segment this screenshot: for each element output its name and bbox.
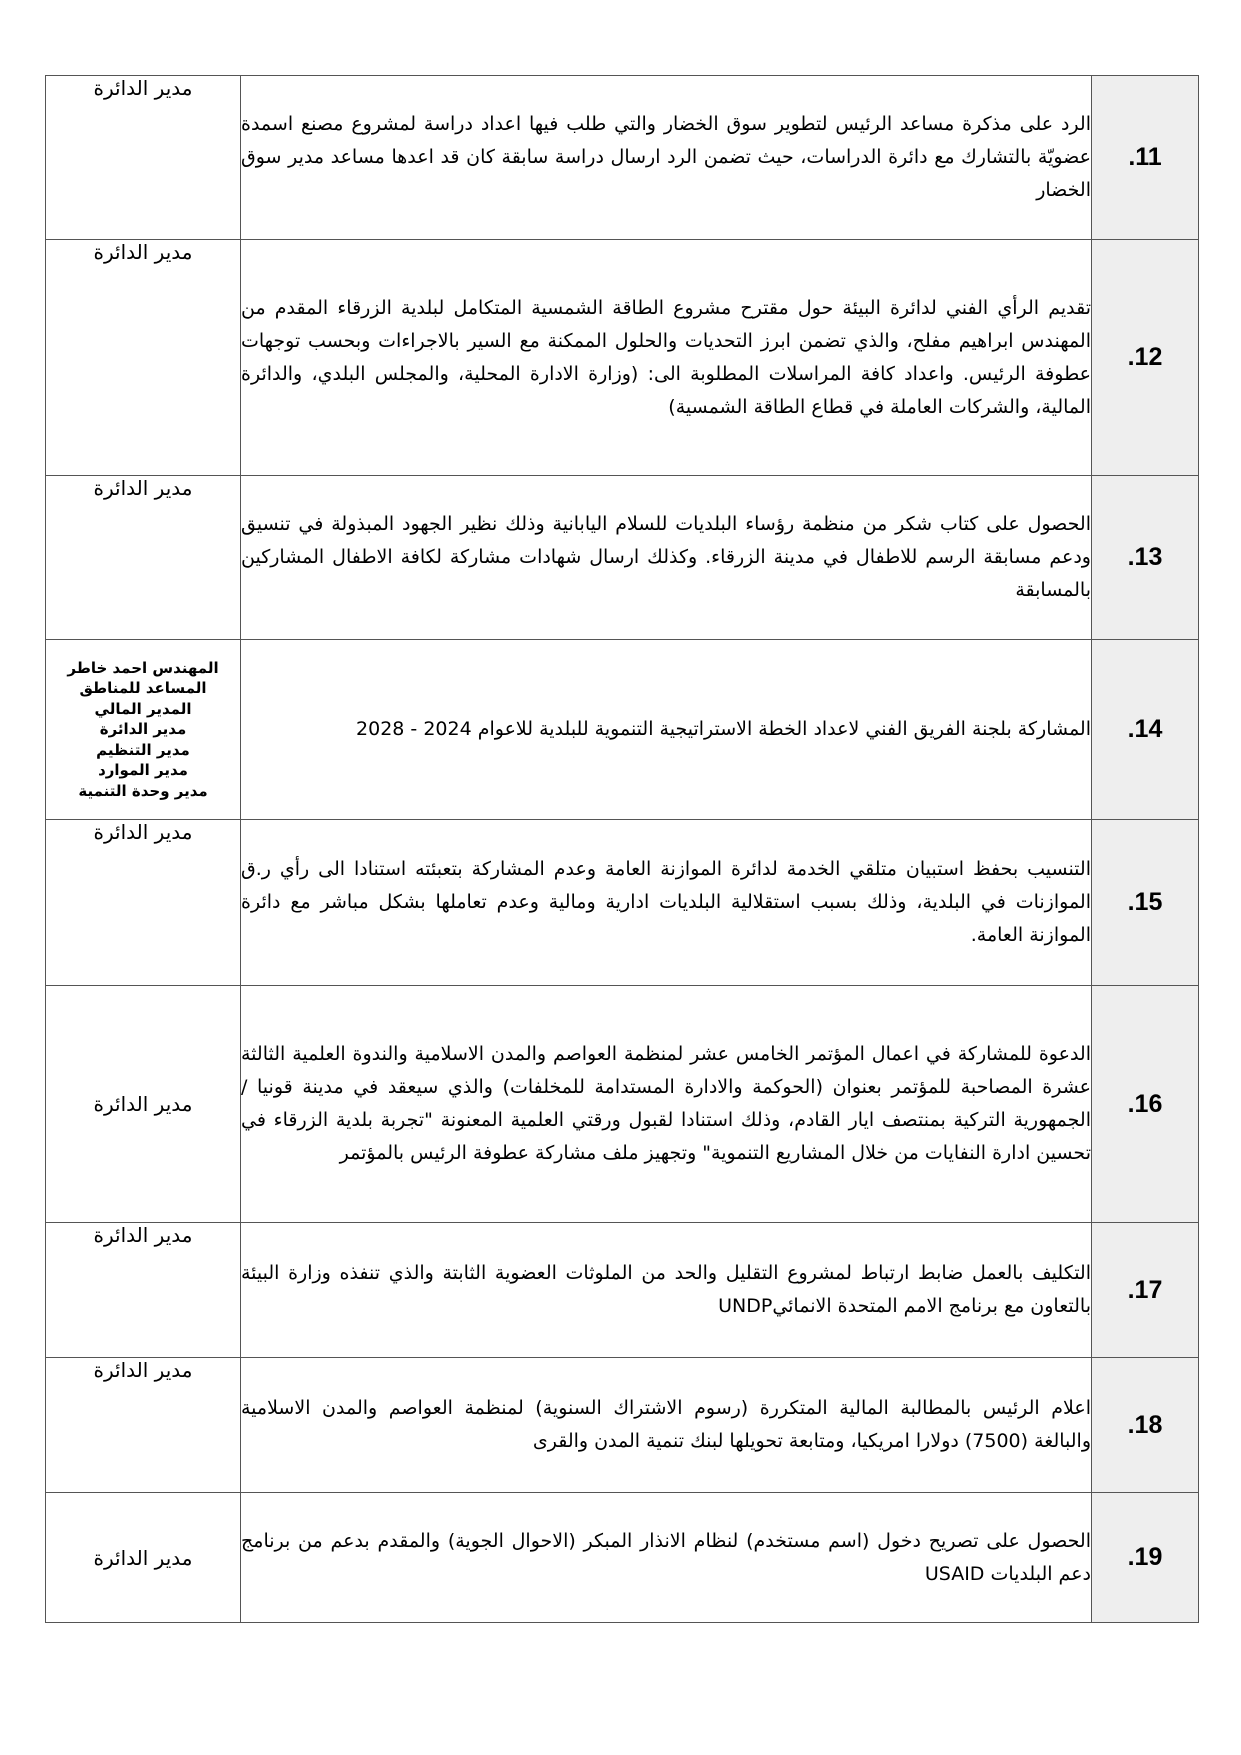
task-description — [241, 240, 1092, 476]
row-number: .15 — [1092, 820, 1199, 986]
task-text: تقديم الرأي الفني لدائرة البيئة حول مقترح مشروع الطاقة الشمسية المتكامل لبلدية الزرقاء المقدم من المهندس ابراهيم مفلح، والذي تضمن ابرز التحديات والحلول الممكنة مع السير بالاجراءات وبحسب توجهات عطوفة الرئيس. واعداد كافة المراسلات المطلوبة الى: (وزارة الادارة المحلية، والمجلس البلدي، والدائرة المالية، والشركات العاملة في قطاع الطاقة الشمسية) — [241, 296, 1091, 418]
row-number: .12 — [1092, 240, 1199, 476]
table-row — [46, 476, 1199, 640]
task-description — [241, 1223, 1092, 1358]
responsible-party: مدير الدائرة — [46, 240, 241, 476]
task-description — [241, 1493, 1092, 1623]
task-description — [241, 1358, 1092, 1493]
table-row — [46, 240, 1199, 476]
responsible-party: مدير الدائرة — [46, 986, 241, 1223]
task-description — [241, 76, 1092, 240]
table-row — [46, 820, 1199, 986]
responsible-party: مدير الدائرة — [46, 1358, 241, 1493]
responsible-party: مدير الدائرة — [46, 476, 241, 640]
task-text: المشاركة بلجنة الفريق الفني لاعداد الخطة الاستراتيجية التنموية للبلدية للاعوام 2024 - 2028 — [356, 718, 1091, 740]
responsible-party: مدير الدائرة — [46, 1493, 241, 1623]
row-number: .14 — [1092, 640, 1199, 820]
task-description — [241, 820, 1092, 986]
row-number: .11 — [1092, 76, 1199, 240]
responsible-parties — [46, 640, 241, 820]
responsible-party: مدير الدائرة — [46, 820, 241, 986]
tasks-table — [45, 75, 1199, 1623]
table-row — [46, 1358, 1199, 1493]
task-text: الحصول على كتاب شكر من منظمة رؤساء البلديات للسلام اليابانية وذلك نظير الجهود المبذولة في تنسيق ودعم مسابقة الرسم للاطفال في مدينة الزرقاء. وكذلك ارسال شهادات مشاركة لكافة الاطفال المشاركين بالمسابقة — [241, 513, 1091, 601]
table-row — [46, 76, 1199, 240]
row-number: .18 — [1092, 1358, 1199, 1493]
responsible-party: مدير الدائرة — [46, 76, 241, 240]
table-row — [46, 986, 1199, 1223]
responsible-party: المهندس احمد خاطر — [67, 658, 219, 677]
task-text: التكليف بالعمل ضابط ارتباط لمشروع التقليل والحد من الملوثات العضوية الثابتة والذي تنفذه وزارة البيئة بالتعاون مع برنامج الامم المتحدة الانمائيUNDP — [241, 1262, 1091, 1317]
task-text: اعلام الرئيس بالمطالبة المالية المتكررة (رسوم الاشتراك السنوية) لمنظمة العواصم والمدن الاسلامية والبالغة (7500) دولارا امريكيا، ومتابعة تحويلها لبنك تنمية المدن والقرى — [241, 1397, 1091, 1452]
task-text: التنسيب بحفظ استبيان متلقي الخدمة لدائرة الموازنة العامة وعدم المشاركة بتعبئته استنادا الى رأي ر.ق الموازنات في البلدية، وذلك بسبب استقلالية البلديات ادارية ومالية وعدم تعاملها بشكل مباشر مع دائرة الموازنة العامة. — [241, 858, 1091, 946]
responsible-party: مدير وحدة التنمية — [78, 781, 208, 800]
task-description — [241, 476, 1092, 640]
row-number: .19 — [1092, 1493, 1199, 1623]
table-row — [46, 1493, 1199, 1623]
task-text: الدعوة للمشاركة في اعمال المؤتمر الخامس عشر لمنظمة العواصم والمدن الاسلامية والندوة العلمية الثالثة عشرة المصاحبة للمؤتمر بعنوان (الحوكمة والادارة المستدامة للمخلفات) والذي سيعقد في مدينة قونيا / الجمهورية التركية بمنتصف ايار القادم، وذلك استنادا لقبول ورقتي العلمية المعنونة "تجربة بلدية الزرقاء في تحسين ادارة النفايات من خلال المشاريع التنموية" وتجهيز ملف مشاركة عطوفة الرئيس بالمؤتمر — [241, 1043, 1091, 1164]
table-row — [46, 1223, 1199, 1358]
task-text: الحصول على تصريح دخول (اسم مستخدم) لنظام الانذار المبكر (الاحوال الجوية) والمقدم بدعم من برنامج دعم البلديات USAID — [241, 1529, 1091, 1585]
task-description — [241, 986, 1092, 1223]
row-number: .17 — [1092, 1223, 1199, 1358]
responsible-party: مدير التنظيم — [96, 740, 190, 759]
row-number: .13 — [1092, 476, 1199, 640]
responsible-party: المدير المالي — [94, 699, 192, 718]
row-number: .16 — [1092, 986, 1199, 1223]
responsible-party: مدير الدائرة — [99, 720, 187, 739]
responsible-party: مدير الموارد — [98, 761, 188, 780]
table-row — [46, 640, 1199, 820]
responsible-party: المساعد للمناطق — [79, 679, 207, 698]
task-text: الرد على مذكرة مساعد الرئيس لتطوير سوق الخضار والتي طلب فيها اعداد دراسة لمشروع مصنع اسمدة عضويّة بالتشارك مع دائرة الدراسات، حيث تضمن الرد ارسال دراسة سابقة كان قد اعدها مساعد مدير سوق الخضار — [241, 113, 1091, 201]
responsible-party: مدير الدائرة — [46, 1223, 241, 1358]
task-description — [241, 640, 1092, 820]
